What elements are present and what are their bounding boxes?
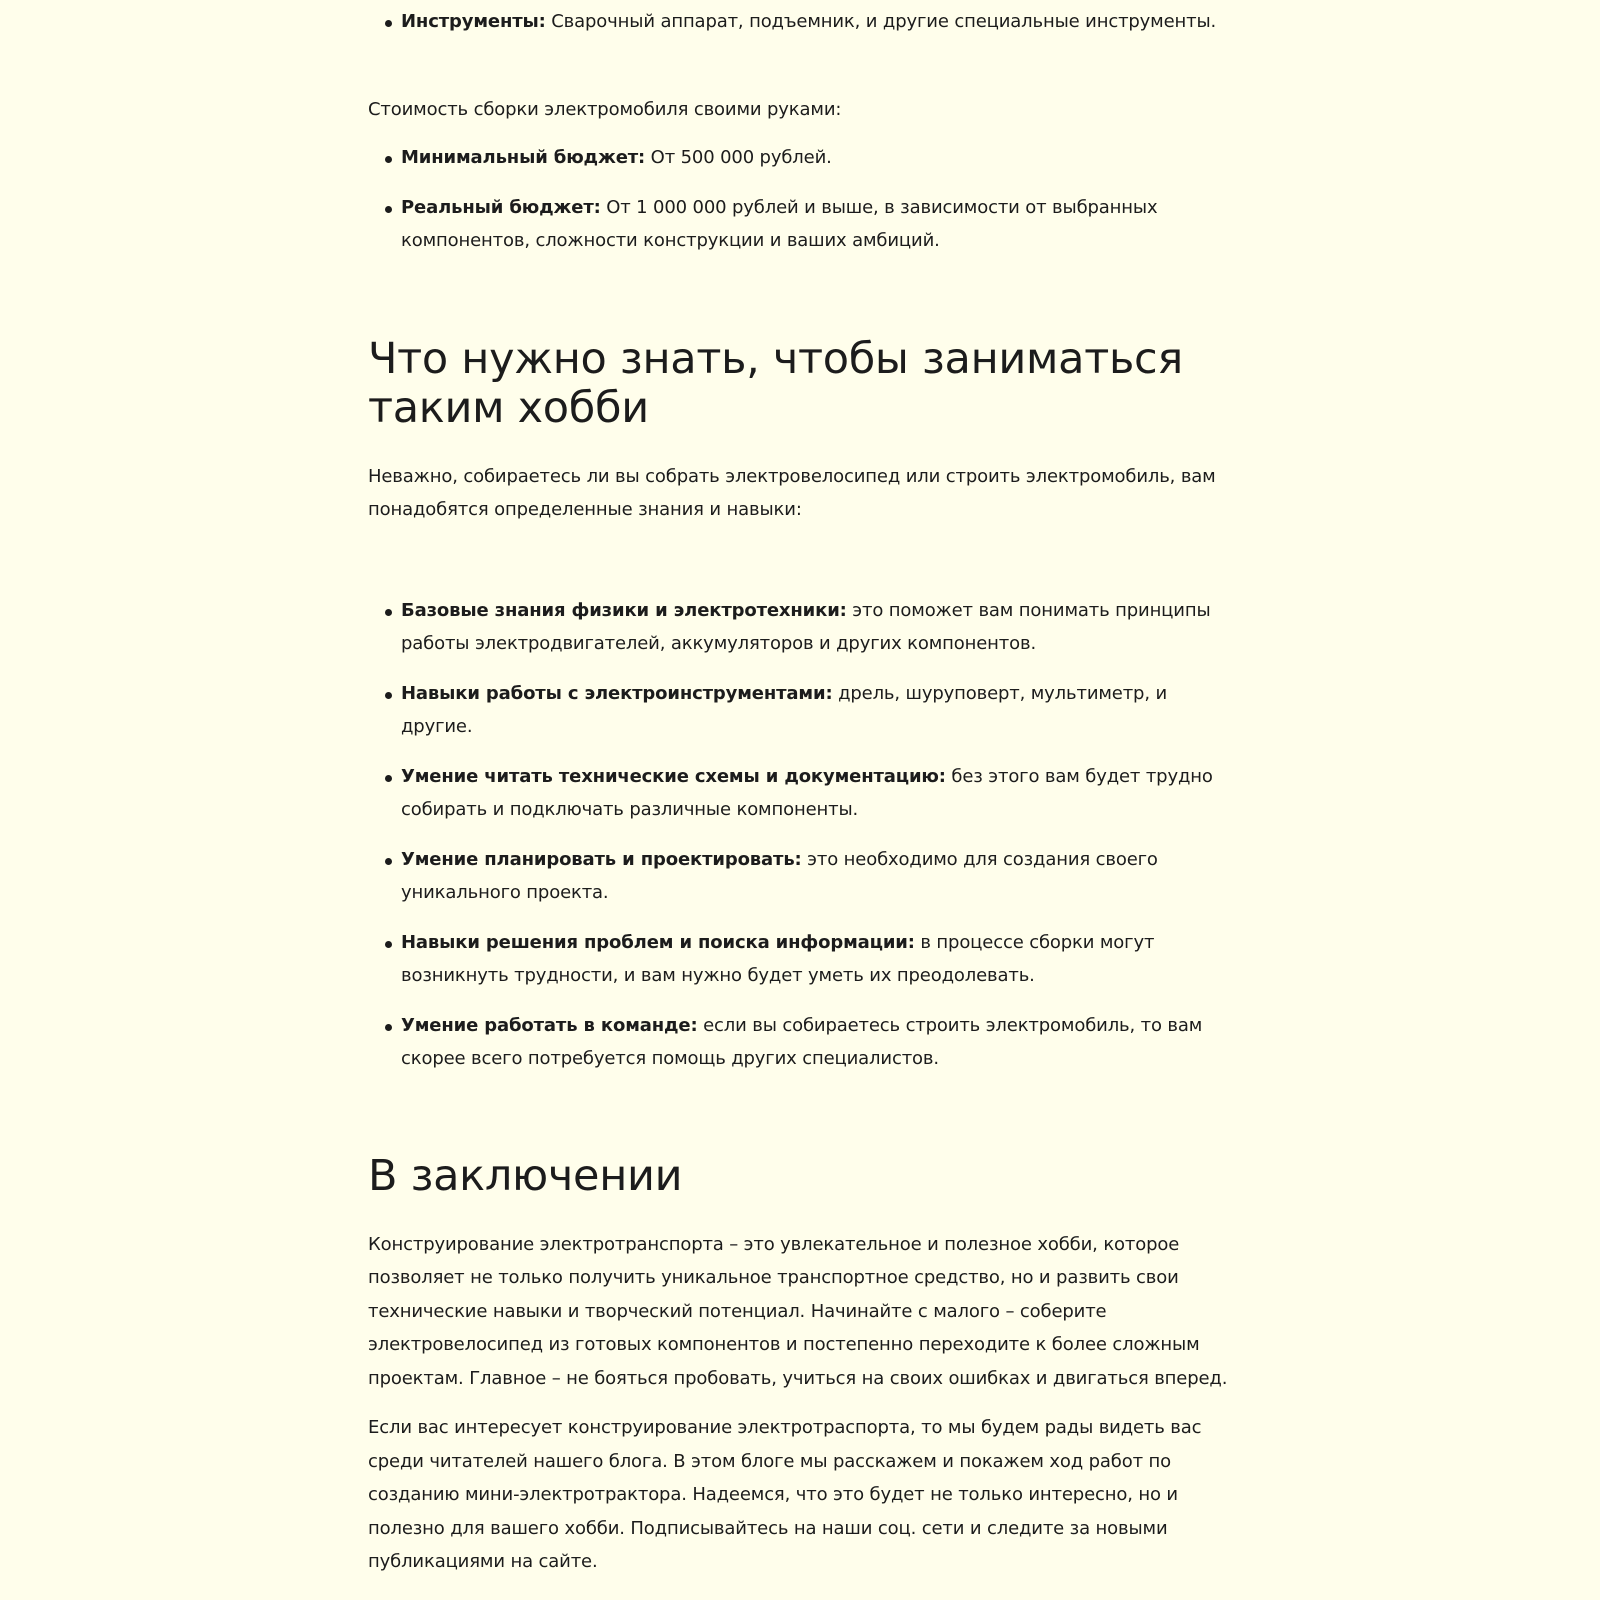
list-item: [368, 141, 1236, 175]
list-item-term: Умение работать в команде:: [401, 1014, 698, 1036]
list-item-text: это необходимо для создания своего уникального проекта.: [401, 848, 1158, 903]
list-item-term: Инструменты:: [401, 11, 546, 32]
knowledge-intro: Неважно, собираетесь ли вы собрать электровелосипед или строить электромобиль, вам понадобятся определенные знания и навыки:: [368, 465, 1216, 520]
list-item: [368, 843, 1236, 910]
list-item-text: без этого вам будет трудно собирать и подключать различные компоненты.: [401, 765, 1213, 820]
list-item: [368, 760, 1236, 827]
article-body: [368, 0, 1236, 1579]
conclusion-heading: В заключении: [368, 1150, 683, 1201]
list-item: [368, 5, 1236, 39]
list-item-term: Навыки работы с электроинструментами:: [401, 682, 833, 704]
list-item-text: Сварочный аппарат, подъемник, и другие специальные инструменты.: [545, 11, 1217, 32]
list-item: [368, 926, 1236, 993]
list-item-term: Умение планировать и проектировать:: [401, 848, 802, 870]
list-item-text: в процессе сборки могут возникнуть трудности, и вам нужно будет уметь их преодолевать.: [401, 931, 1155, 986]
list-item-text: дрель, шуруповерт, мультиметр, и другие.: [401, 682, 1168, 737]
list-item-term: Минимальный бюджет:: [401, 147, 646, 168]
list-item-term: Умение читать технические схемы и документацию:: [401, 765, 946, 787]
list-item-text: если вы собираетесь строить электромобиль, то вам скорее всего потребуется помощь других специалистов.: [401, 1014, 1203, 1069]
list-item-term: Базовые знания физики и электротехники:: [401, 599, 847, 621]
list-item: [368, 1009, 1236, 1076]
list-item-text: От 1 000 000 рублей и выше, в зависимости от выбранных компонентов, сложности конструкции и ваших амбиций.: [401, 196, 1158, 251]
list-item-term: Навыки решения проблем и поиска информации:: [401, 931, 915, 953]
list-item-term: Реальный бюджет:: [401, 196, 601, 218]
list-item: [368, 191, 1236, 258]
list-item: [368, 594, 1236, 661]
skills-list: [368, 594, 1236, 1076]
cost-intro: Стоимость сборки электромобиля своими руками:: [368, 98, 842, 120]
tools-list: [368, 5, 1236, 39]
cost-list: [368, 141, 1236, 258]
list-item-text: От 500 000 рублей.: [645, 147, 832, 168]
list-item: [368, 677, 1236, 744]
conclusion-paragraph: Конструирование электротранспорта – это увлекательное и полезное хобби, которое позволяет не только получить уникальное транспортное средство, но и развить свои технические навыки и творческий потенциал. Начинайте с малого – соберите электровелосипед из готовых компонентов и постепенно переходите к более сложным проектам. Главное – не бояться пробовать, учиться на своих ошибках и двигаться вперед.: [368, 1233, 1228, 1389]
conclusion-paragraph: Если вас интересует конструирование электротраспорта, то мы будем рады видеть вас среди читателей нашего блога. В этом блоге мы расскажем и покажем ход работ по созданию мини-электротрактора. Надеемся, что это будет не только интересно, но и полезно для вашего хобби. Подписывайтесь на наши соц. сети и следите за новыми публикациями на сайте.: [368, 1417, 1202, 1572]
list-item-text: это поможет вам понимать принципы работы электродвигателей, аккумуляторов и других компонентов.: [401, 599, 1211, 654]
knowledge-heading: Что нужно знать, чтобы заниматься таким хобби: [368, 333, 1183, 433]
